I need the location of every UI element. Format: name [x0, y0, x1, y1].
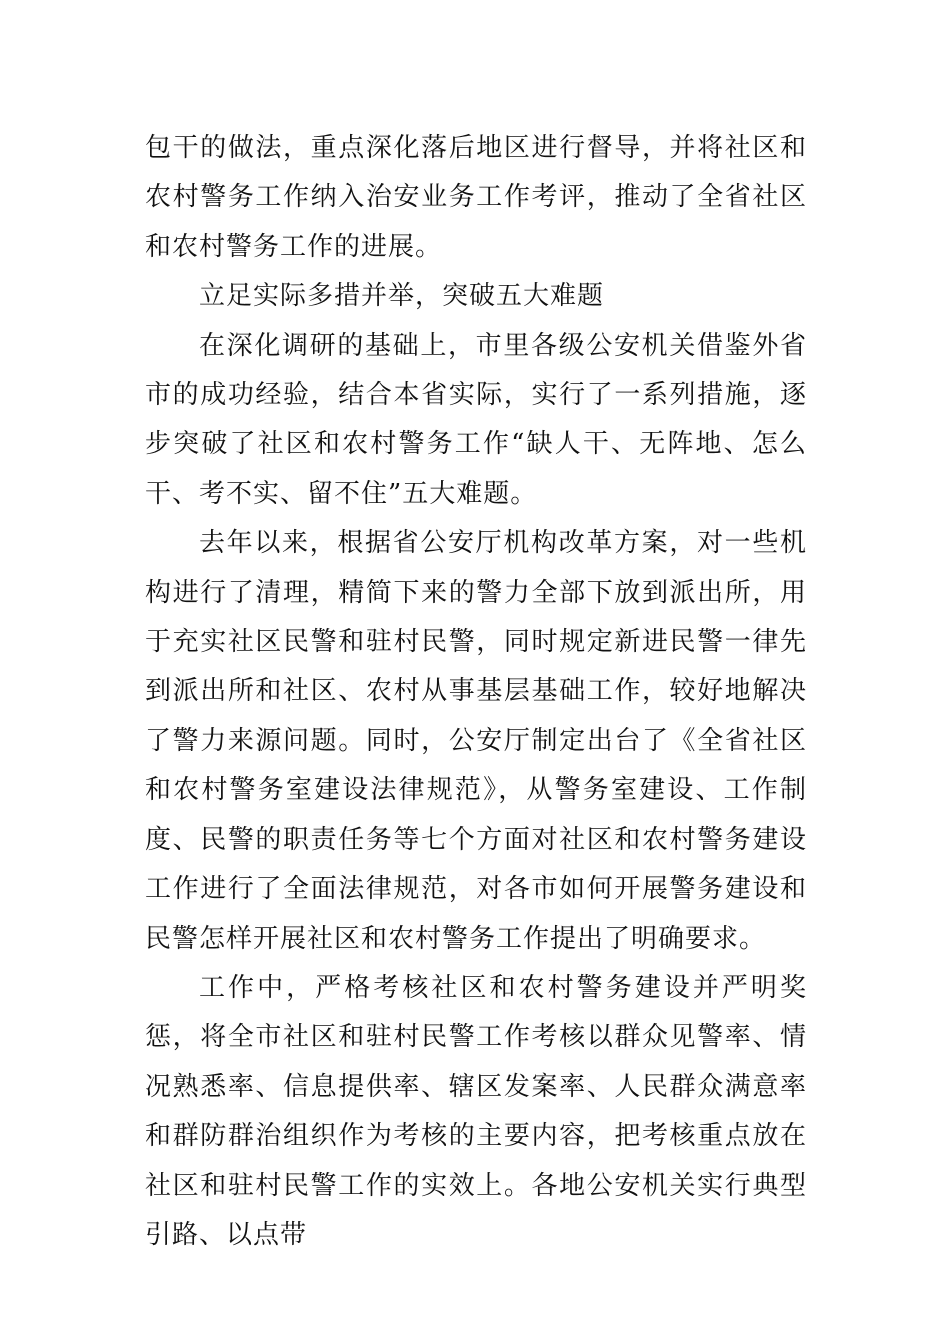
- section-heading: 立足实际多措并举，突破五大难题: [199, 281, 605, 312]
- paragraph-continuation: 包干的做法，重点深化落后地区进行督导，并将社区和农村警务工作纳入治安业务工作考评，推动了全省社区和农村警务工作的进展。: [145, 133, 807, 262]
- paragraph-assessment: 工作中，严格考核社区和农村警务建设并严明奖惩，将全市社区和驻村民警工作考核以群众见警率、情况熟悉率、信息提供率、辖区发案率、人民群众满意率和群防群治组织作为考核的主要内容，把考核重点放在社区和驻村民警工作的实效上。各地公安机关实行典型引路、以点带: [145, 972, 807, 1250]
- paragraph-research: 在深化调研的基础上，市里各级公安机关借鉴外省市的成功经验，结合本省实际，实行了一系列措施，逐步突破了社区和农村警务工作“缺人干、无阵地、怎么干、考不实、留不住”五大难题。: [145, 330, 807, 509]
- paragraph-reform: 去年以来，根据省公安厅机构改革方案，对一些机构进行了清理，精简下来的警力全部下放到派出所，用于充实社区民警和驻村民警，同时规定新进民警一律先到派出所和社区、农村从事基层基础工作，较好地解决了警力来源问题。同时，公安厅制定出台了《全省社区和农村警务室建设法律规范》，从警务室建设、工作制度、民警的职责任务等七个方面对社区和农村警务建设工作进行了全面法律规范，对各市如何开展警务建设和民警怎样开展社区和农村警务工作提出了明确要求。: [145, 528, 807, 954]
- document-body: [145, 124, 807, 1260]
